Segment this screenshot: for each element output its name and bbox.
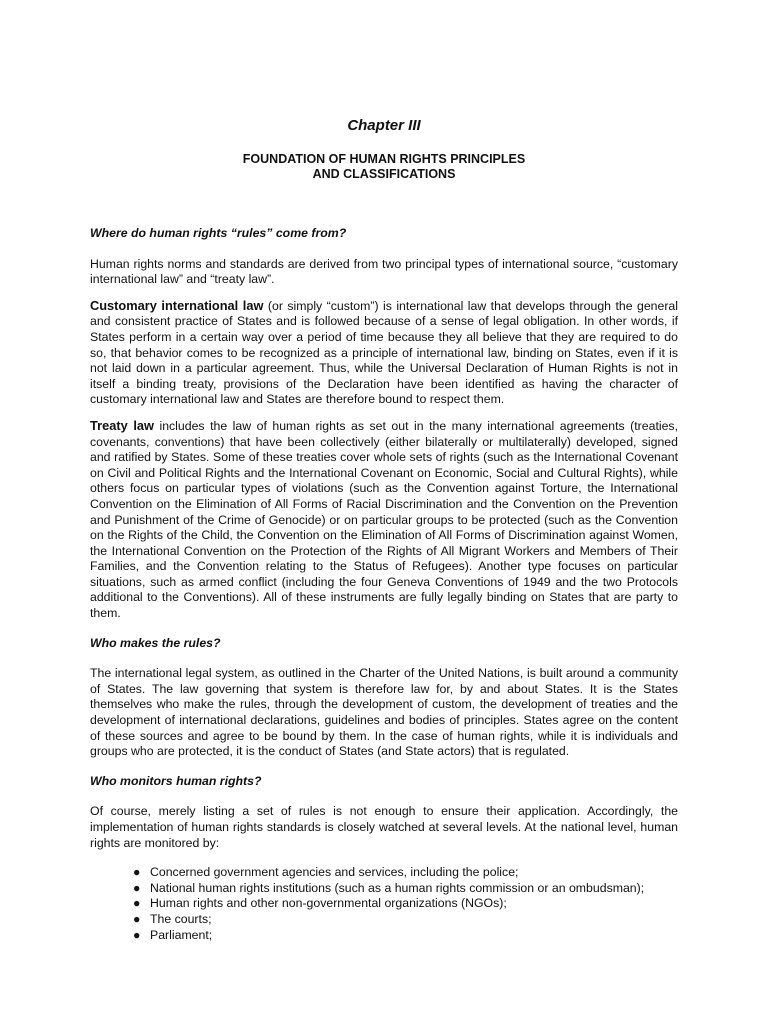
- bullet-icon: ●: [133, 880, 141, 895]
- customary-law-text: (or simply “custom”) is international law that develops through the general and consistent practice of States and is followed because of a sense of legal obligation. In other words, if States perform in a certain way over a period of time because they all believe that they are required to do so, that behavior comes to be recognized as a principle of international law, binding on States, even if it is not laid down in a particular agreement. Thus, while the Universal Declaration of Human Rights is not in itself a binding treaty, provisions of the Declaration have been identified as having the character of customary international law and States are therefore bound to respect them.: [90, 298, 678, 407]
- paragraph-sources-intro: Human rights norms and standards are derived from two principal types of international source, “customary international law” and “treaty law”.: [90, 256, 678, 287]
- document-body: [90, 226, 678, 943]
- document-title-line-2: AND CLASSIFICATIONS: [312, 167, 456, 181]
- paragraph-rule-makers: The international legal system, as outlined in the Charter of the United Nations, is built around a community of States. The law governing that system is therefore law for, by and about States. It is the States themselves who make the rules, through the development of custom, the development of treaties and the development of international declarations, guidelines and bodies of principles. States agree on the content of these sources and agree to be bound by them. In the case of human rights, while it is individuals and groups who are protected, it is the conduct of States (and State actors) that is regulated.: [90, 666, 678, 759]
- bullet-icon: ●: [133, 927, 141, 942]
- section-heading-monitoring: Who monitors human rights?: [90, 773, 262, 788]
- term-customary-law: Customary international law: [90, 297, 264, 313]
- term-treaty-law: Treaty law: [90, 417, 154, 433]
- paragraph-customary-law: [90, 298, 678, 408]
- paragraph-treaty-law: [90, 418, 678, 622]
- chapter-heading: Chapter III: [347, 117, 421, 134]
- monitors-list: [90, 865, 678, 943]
- document-title-line-1: FOUNDATION OF HUMAN RIGHTS PRINCIPLES: [242, 152, 526, 166]
- list-item: ● Human rights and other non-governmental organizations (NGOs);: [133, 896, 507, 911]
- list-item: ● The courts;: [133, 911, 212, 926]
- list-item: ● Parliament;: [133, 927, 213, 942]
- paragraph-monitoring: Of course, merely listing a set of rules is not enough to ensure their application. Accordingly, the implementation of human rights standards is closely watched at several levels. At the national level, human rights are monitored by:: [90, 804, 678, 850]
- list-item: ● National human rights institutions (such as a human rights commission or an ombudsman);: [133, 880, 645, 895]
- section-heading-rule-makers: Who makes the rules?: [90, 635, 221, 650]
- document-title: [90, 152, 678, 182]
- section-heading-sources: Where do human rights “rules” come from?: [90, 226, 347, 240]
- bullet-icon: ●: [133, 896, 141, 911]
- list-item: ● Concerned government agencies and services, including the police;: [133, 865, 519, 880]
- treaty-law-text: includes the law of human rights as set out in the many international agreements (treaties, covenants, conventions) that have been collectively (either bilaterally or multilaterally) developed, signed and ratified by States. Some of these treaties cover whole sets of rights (such as the International Covenant on Civil and Political Rights and the International Covenant on Economic, Social and Cultural Rights), while others focus on particular types of violations (such as the Convention against Torture, the International Convention on the Elimination of All Forms of Racial Discrimination and the Convention on the Prevention and Punishment of the Crime of Genocide) or on particular groups to be protected (such as the Convention on the Rights of the Child, the Convention on the Elimination of All Forms of Discrimination against Women, the International Convention on the Protection of the Rights of All Migrant Workers and Members of Their Families, and the Convention relating to the Status of Refugees). Another type focuses on particular situations, such as armed conflict (including the four Geneva Conventions of 1949 and the two Protocols additional to the Conventions). All of these instruments are fully legally binding on States that are party to them.: [90, 418, 678, 621]
- bullet-icon: ●: [133, 865, 141, 880]
- bullet-icon: ●: [133, 911, 141, 926]
